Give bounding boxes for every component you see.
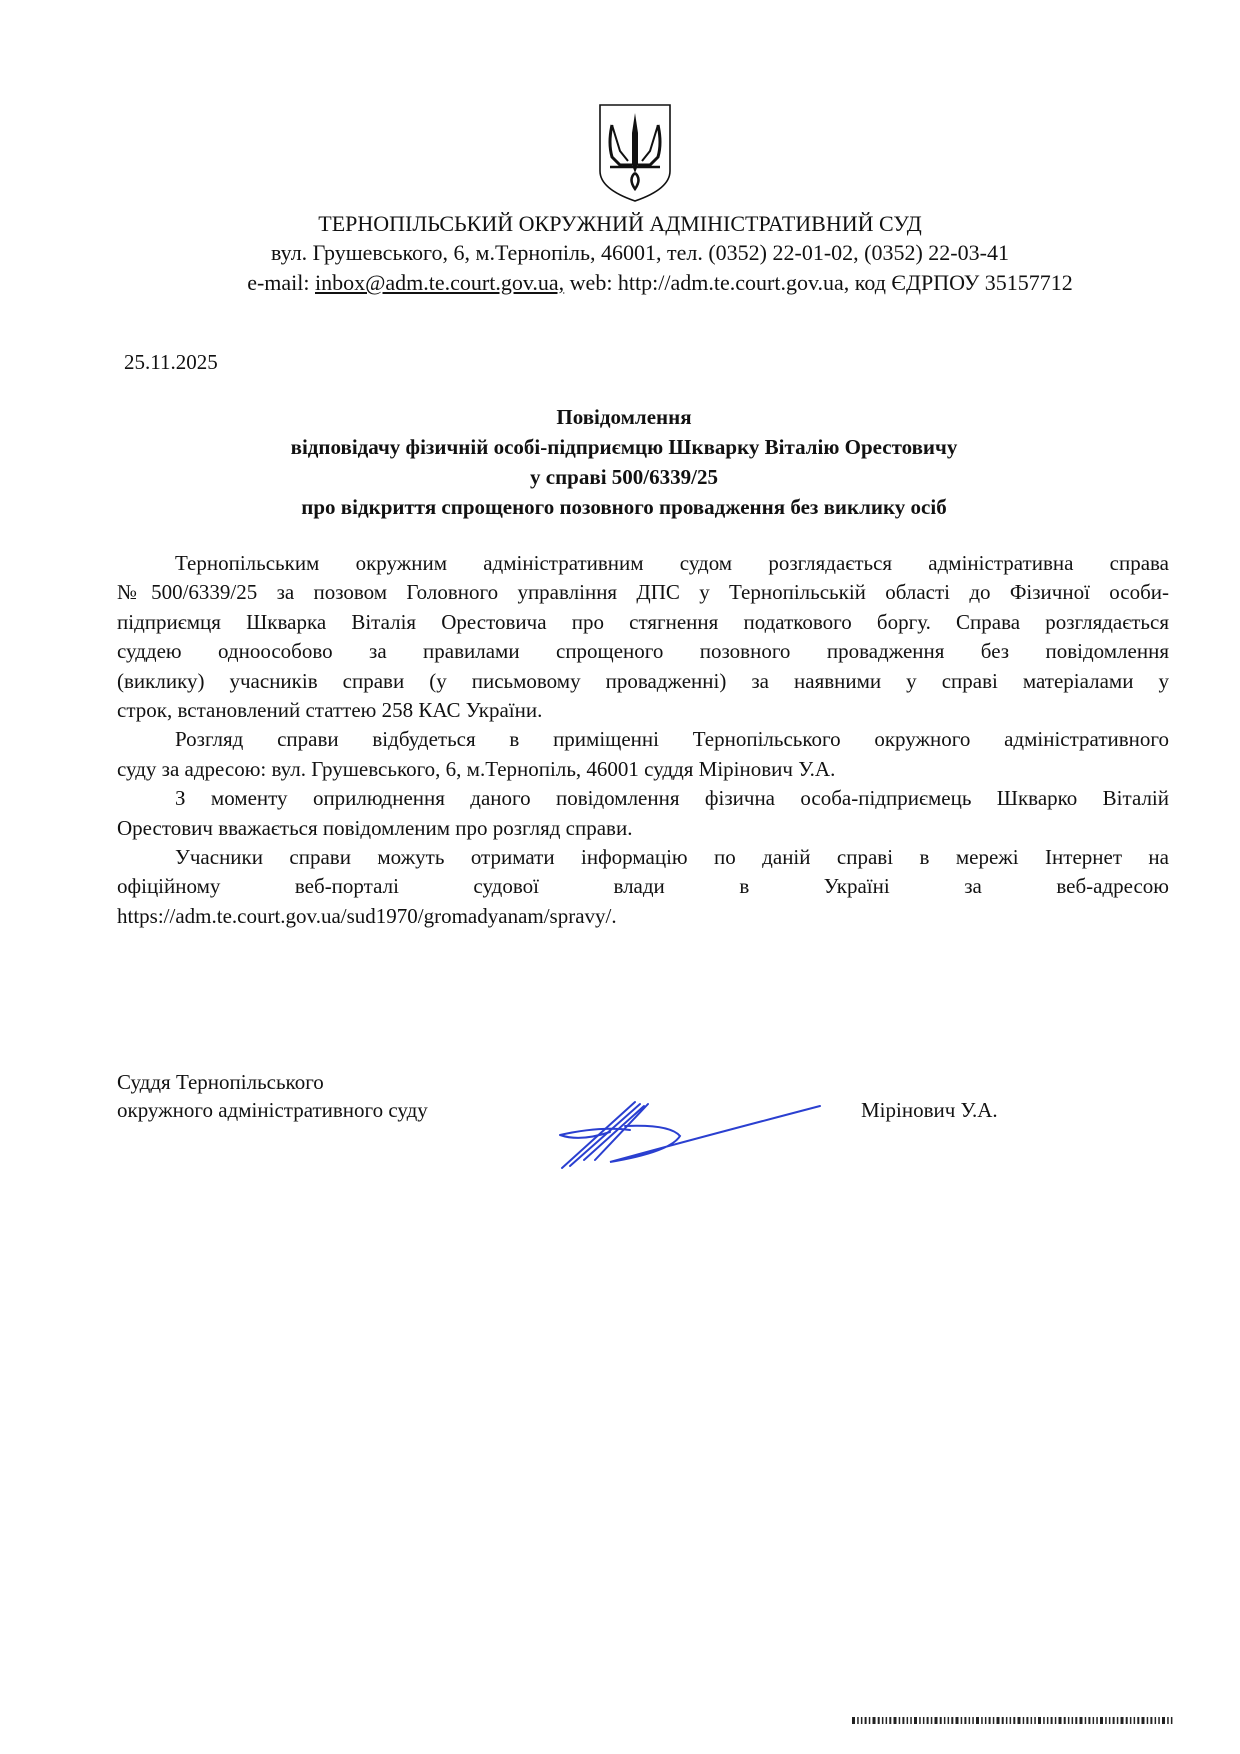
body-line: З моменту оприлюднення даного повідомлення фізична особа-підприємець Шкварко Віталій bbox=[175, 786, 1169, 811]
barcode-bar bbox=[940, 1717, 942, 1724]
barcode-bar bbox=[1137, 1717, 1139, 1724]
barcode-bar bbox=[1093, 1717, 1095, 1724]
barcode-bar bbox=[989, 1717, 991, 1724]
barcode-bar bbox=[1158, 1717, 1160, 1724]
barcode-bar bbox=[1059, 1717, 1062, 1724]
heading-subject: про відкриття спрощеного позовного провадження без виклику осіб bbox=[301, 495, 947, 519]
barcode-bar bbox=[1105, 1717, 1107, 1724]
barcode-bar bbox=[1055, 1717, 1057, 1724]
barcode-bar bbox=[1013, 1717, 1015, 1724]
barcode-bar bbox=[1088, 1717, 1090, 1724]
barcode-bar bbox=[1075, 1717, 1077, 1724]
barcode-bar bbox=[1134, 1717, 1136, 1724]
barcode-bar bbox=[907, 1717, 909, 1724]
signature-title bbox=[117, 1068, 428, 1124]
barcode-bar bbox=[882, 1717, 884, 1724]
barcode-bar bbox=[852, 1717, 855, 1724]
barcode-bar bbox=[1162, 1717, 1165, 1724]
barcode-bar bbox=[1023, 1717, 1024, 1724]
barcode-bar bbox=[1010, 1717, 1012, 1724]
barcode-bar bbox=[927, 1717, 929, 1724]
barcode-bar bbox=[1068, 1717, 1070, 1724]
barcode-bar bbox=[1150, 1717, 1152, 1724]
heading-case: у справі 500/6339/25 bbox=[530, 465, 718, 489]
court-contacts bbox=[40, 270, 1240, 296]
signature-title-line1: Суддя Тернопільського bbox=[117, 1070, 324, 1094]
barcode-bar bbox=[914, 1717, 917, 1724]
body-line: офіційному веб-порталі судової влади в Україні за веб-адресою bbox=[117, 874, 1169, 899]
barcode-bar bbox=[1147, 1717, 1149, 1724]
body-line: суду за адресою: вул. Грушевського, 6, м.Тернопіль, 46001 суддя Мірінович У.А. bbox=[117, 756, 836, 781]
barcode-bar bbox=[964, 1717, 966, 1724]
barcode-bar bbox=[956, 1717, 959, 1724]
barcode-bar bbox=[1142, 1717, 1145, 1724]
body-line: (виклику) учасників справи (у письмовому провадженні) за наявними у справі матеріалами у bbox=[117, 668, 1169, 693]
body-line: Орестович вважається повідомленим про розгляд справи. bbox=[117, 815, 633, 840]
barcode-bar bbox=[997, 1717, 1000, 1724]
court-portal-link[interactable]: https://adm.te.court.gov.ua/sud1970/gromadyanam/spravy/. bbox=[117, 903, 617, 928]
barcode-bar bbox=[1096, 1717, 1098, 1724]
barcode-bar bbox=[1121, 1717, 1124, 1724]
barcode-bar bbox=[889, 1717, 891, 1724]
barcode-bar bbox=[972, 1717, 974, 1724]
judge-name: Мірінович У.А. bbox=[861, 1098, 998, 1122]
barcode-bar bbox=[1100, 1717, 1103, 1724]
barcode-bar bbox=[1113, 1717, 1115, 1724]
barcode-bar bbox=[902, 1717, 904, 1724]
barcode-bar bbox=[923, 1717, 925, 1724]
notice-body bbox=[117, 549, 1169, 931]
barcode-bar bbox=[1126, 1717, 1128, 1724]
body-line: суддею одноособово за правилами спрощеного позовного провадження без повідомлення bbox=[117, 639, 1169, 664]
barcode-bar bbox=[1064, 1717, 1066, 1724]
body-line: Учасники справи можуть отримати інформацію по даній справі в мережі Інтернет на bbox=[175, 844, 1169, 869]
barcode-bar bbox=[951, 1717, 953, 1724]
barcode-bar bbox=[873, 1717, 876, 1724]
barcode-bar bbox=[1006, 1717, 1008, 1724]
barcode-bar bbox=[1155, 1717, 1157, 1724]
barcode-bar bbox=[1130, 1717, 1132, 1724]
barcode-bar bbox=[1117, 1717, 1119, 1724]
barcode-bar bbox=[1043, 1717, 1045, 1724]
barcode-bar bbox=[899, 1717, 901, 1724]
barcode-bar bbox=[869, 1717, 871, 1724]
web-and-code: web: http://adm.te.court.gov.ua, код ЄДРПОУ 35157712 bbox=[564, 270, 1073, 295]
barcode-bar bbox=[1002, 1717, 1004, 1724]
court-address: вул. Грушевського, 6, м.Тернопіль, 46001, тел. (0352) 22-01-02, (0352) 22-03-41 bbox=[271, 240, 1009, 265]
barcode-bar bbox=[976, 1717, 979, 1724]
barcode-bar bbox=[878, 1717, 880, 1724]
barcode-bar bbox=[894, 1717, 897, 1724]
signature-title-line2: окружного адміністративного суду bbox=[117, 1098, 428, 1122]
barcode-bar bbox=[1167, 1717, 1169, 1724]
barcode-bar bbox=[985, 1717, 987, 1724]
document-date: 25.11.2025 bbox=[124, 350, 218, 374]
barcode-bar bbox=[935, 1717, 938, 1724]
body-line: строк, встановлений статтею 258 КАС України. bbox=[117, 697, 543, 722]
barcode-bar bbox=[1072, 1717, 1074, 1724]
barcode-bar bbox=[1085, 1717, 1087, 1724]
heading-title: Повідомлення bbox=[556, 405, 692, 429]
barcode-bar bbox=[1109, 1717, 1111, 1724]
barcode-bar bbox=[919, 1717, 921, 1724]
barcode-bar bbox=[969, 1717, 971, 1724]
heading-recipient: відповідачу фізичній особі-підприємцю Шкварку Віталію Орестовичу bbox=[290, 435, 958, 459]
barcode-bar bbox=[1034, 1717, 1036, 1724]
barcode-bar bbox=[961, 1717, 963, 1724]
email-link[interactable]: inbox@adm.te.court.gov.ua, bbox=[315, 270, 565, 295]
barcode-bar bbox=[981, 1717, 983, 1724]
barcode-bar bbox=[865, 1717, 867, 1724]
barcode-bar bbox=[1047, 1717, 1049, 1724]
barcode-bar bbox=[1038, 1717, 1041, 1724]
handwritten-signature bbox=[540, 1080, 840, 1170]
body-line: підприємця Шкварка Віталія Орестовича про стягнення податкового боргу. Справа розглядається bbox=[117, 609, 1169, 634]
barcode-bar bbox=[1031, 1717, 1033, 1724]
trident-coat-of-arms-icon bbox=[598, 103, 672, 203]
barcode-bar bbox=[1080, 1717, 1083, 1724]
barcode-bar bbox=[931, 1717, 933, 1724]
barcode-bar bbox=[1018, 1717, 1021, 1724]
barcode-bar bbox=[1171, 1717, 1173, 1724]
body-line: №500/6339/25 за позовом Головного управління ДПС у Тернопільській області до Фізичної особи- bbox=[117, 580, 1169, 605]
court-name: ТЕРНОПІЛЬСЬКИЙ ОКРУЖНИЙ АДМІНІСТРАТИВНИЙ СУД bbox=[318, 211, 922, 236]
barcode-bar bbox=[857, 1717, 859, 1724]
barcode-bar bbox=[948, 1717, 950, 1724]
barcode-bar bbox=[993, 1717, 995, 1724]
barcode-bar bbox=[910, 1717, 912, 1724]
barcode-bar bbox=[886, 1717, 888, 1724]
email-label: e-mail: bbox=[247, 270, 315, 295]
barcode-bar bbox=[1026, 1717, 1028, 1724]
document-barcode bbox=[852, 1717, 1174, 1724]
barcode-bar bbox=[944, 1717, 946, 1724]
barcode-bar bbox=[1051, 1717, 1053, 1724]
body-line: Тернопільським окружним адміністративним судом розглядається адміністративна справа bbox=[175, 551, 1169, 575]
barcode-bar bbox=[861, 1717, 863, 1724]
body-line: Розгляд справи відбудеться в приміщенні Тернопільського окружного адміністративного bbox=[175, 727, 1169, 752]
